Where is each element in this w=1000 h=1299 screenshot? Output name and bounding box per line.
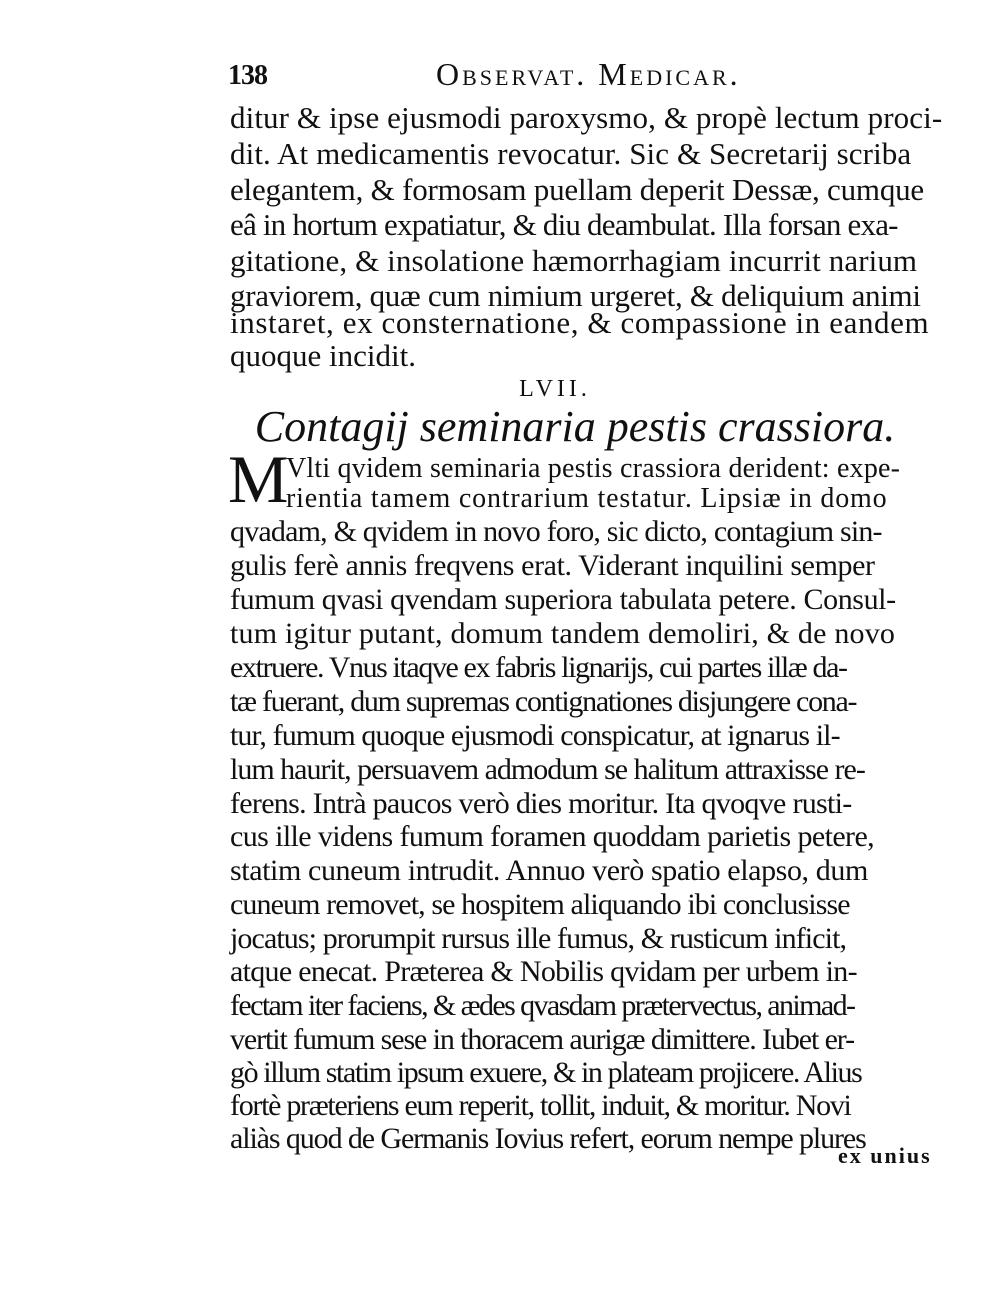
page-number: 138 (228, 60, 267, 91)
text-line: fumum qvasi qvendam superiora tabulata petere. Consul- (230, 583, 896, 616)
text-line: tum igitur putant, domum tandem demoliri, & de novo (230, 617, 896, 650)
text-line: quoque incidit. (230, 338, 416, 373)
text-line: gulis ferè annis freqvens erat. Viderant inquilini semper (230, 549, 875, 582)
text-line: statim cuneum intrudit. Annuo verò spatio elapso, dum (230, 854, 868, 887)
text-line: cus ille videns fumum foramen quoddam parietis petere, (230, 820, 875, 853)
drop-cap: M (228, 441, 289, 517)
text-line: eâ in hortum expatiatur, & diu deambulat. Illa forsan exa- (230, 207, 898, 242)
running-head (228, 56, 948, 96)
text-line: tur, fumum quoque ejusmodi conspicatur, at ignarus il- (230, 719, 840, 752)
section-number: LVII. (519, 376, 591, 402)
catchword: ex unius (838, 1143, 932, 1168)
text-line: qvadam, & qvidem in novo foro, sic dicto, contagium sin- (230, 515, 882, 548)
text-line: ferens. Intrà paucos verò dies moritur. Ita qvoqve rusti- (230, 787, 852, 820)
text-line: atque enecat. Præterea & Nobilis qvidam per urbem in- (230, 955, 857, 988)
text-line: graviorem, quæ cum nimium urgeret, & deliquium animi (230, 278, 921, 313)
text-line: elegantem, & formosam puellam deperit Dessæ, cumque (230, 172, 924, 207)
text-line: rientia tamem contrarium testatur. Lipsiæ in domo (286, 483, 888, 514)
text-line: gitatione, & insolatione hæmorrhagiam incurrit narium (230, 243, 918, 278)
text-line: ditur & ipse ejusmodi paroxysmo, & propè lectum proci- (230, 100, 943, 135)
text-line: jocatus; prorumpit rursus ille fumus, & rusticum inficit, (230, 922, 847, 955)
text-line: dit. At medicamentis revocatur. Sic & Secretarij scriba (230, 136, 912, 171)
text-line: gò illum statim ipsum exuere, & in plateam projicere. Alius (230, 1056, 862, 1089)
text-line: lum haurit, persuavem admodum se halitum attraxisse re- (230, 753, 865, 786)
text-line: Vlti qvidem seminaria pestis crassiora derident: expe- (286, 453, 901, 484)
section-title: Contagij seminaria pestis crassiora. (254, 402, 896, 451)
text-line: cuneum removet, se hospitem aliquando ibi conclusisse (230, 888, 850, 921)
text-line: instaret, ex consternatione, & compassione in eandem (230, 305, 930, 340)
text-line: extruere. Vnus itaqve ex fabris lignarijs, cui partes illæ da- (230, 651, 847, 684)
text-line: aliàs quod de Germanis Iovius refert, eorum nempe plures (230, 1122, 866, 1155)
text-line: tæ fuerant, dum supremas contignationes disjungere cona- (230, 685, 857, 718)
running-head-title: Observat. Medicar. (436, 56, 741, 92)
text-line: vertit fumum sese in thoracem aurigæ dimittere. Iubet er- (230, 1023, 854, 1056)
text-line: fortè præteriens eum reperit, tollit, induit, & moritur. Novi (230, 1089, 851, 1122)
text-line: fectam iter faciens, & ædes qvasdam prætervectus, animad- (230, 989, 855, 1022)
